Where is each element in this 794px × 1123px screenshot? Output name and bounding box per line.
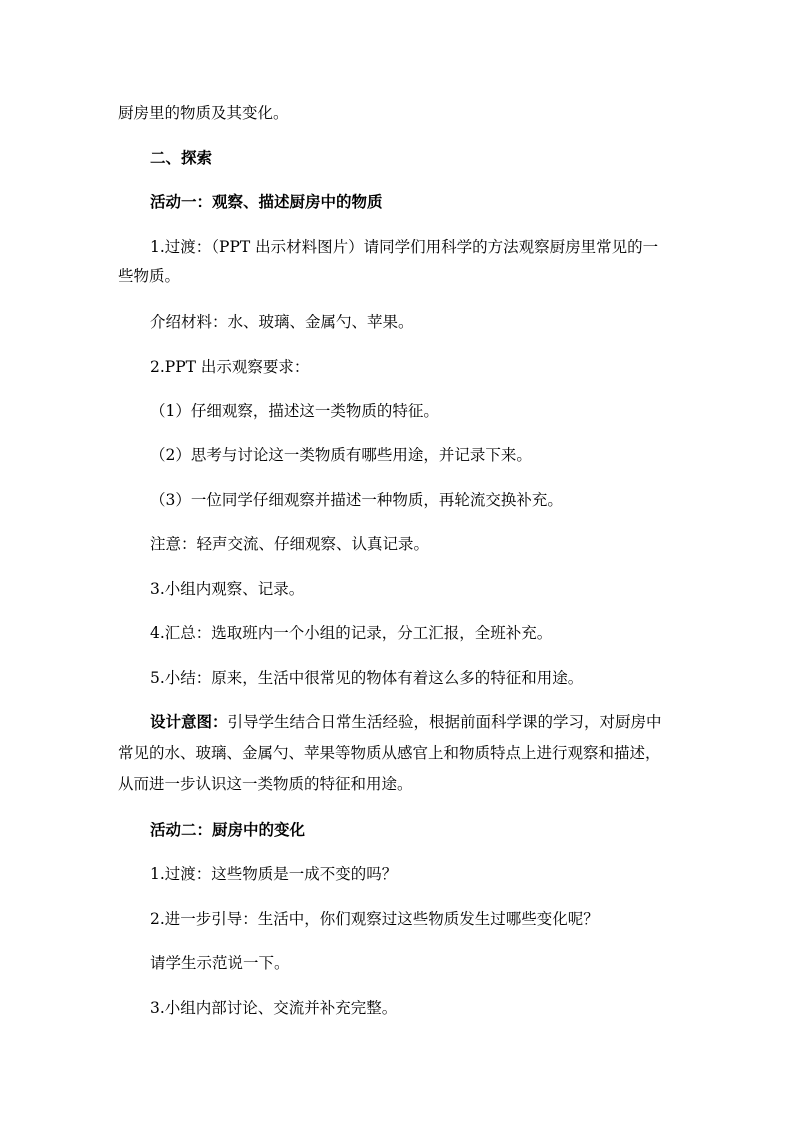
section-heading: 二、探索 bbox=[150, 148, 213, 167]
paragraph-line: 常见的水、玻璃、金属勺、苹果等物质从感官上和物质特点上进行观察和描述， bbox=[118, 744, 661, 762]
paragraph-line: 3.小组内部讨论、交流并补充完整。 bbox=[150, 999, 398, 1017]
paragraph-line: 介绍材料：水、玻璃、金属勺、苹果。 bbox=[150, 313, 414, 331]
paragraph-line: 请学生示范说一下。 bbox=[150, 954, 290, 972]
paragraph-line: 2.PPT 出示观察要求： bbox=[150, 358, 310, 376]
paragraph-line: 1.过渡：（PPT 出示材料图片）请同学们用科学的方法观察厨房里常见的一 bbox=[150, 238, 659, 256]
paragraph-line: 1.过渡：这些物质是一成不变的吗？ bbox=[150, 865, 398, 883]
design-intent-label: 设计意图： bbox=[150, 712, 228, 731]
activity-heading: 活动一：观察、描述厨房中的物质 bbox=[150, 192, 383, 211]
paragraph-line: 从而进一步认识这一类物质的特征和用途。 bbox=[118, 775, 413, 793]
paragraph-line: 些物质。 bbox=[118, 267, 181, 285]
activity-heading: 活动二：厨房中的变化 bbox=[150, 820, 306, 839]
paragraph-line: 3.小组内观察、记录。 bbox=[150, 580, 305, 598]
list-item: （3）一位同学仔细观察并描述一种物质，再轮流交换补充。 bbox=[150, 491, 563, 509]
paragraph-line: 厨房里的物质及其变化。 bbox=[118, 104, 289, 122]
paragraph-line: 2.进一步引导：生活中，你们观察过这些物质发生过哪些变化呢？ bbox=[150, 910, 599, 928]
paragraph-line: 4.汇总：选取班内一个小组的记录，分工汇报，全班补充。 bbox=[150, 624, 553, 642]
paragraph-line: 5.小结：原来，生活中很常见的物体有着这么多的特征和用途。 bbox=[150, 669, 584, 687]
list-item: （1）仔细观察，描述这一类物质的特征。 bbox=[150, 402, 439, 420]
list-item: （2）思考与讨论这一类物质有哪些用途，并记录下来。 bbox=[150, 446, 532, 464]
paragraph-line: 注意：轻声交流、仔细观察、认真记录。 bbox=[150, 535, 430, 553]
design-intent-text: 引导学生结合日常生活经验，根据前面科学课的学习，对厨房中 bbox=[227, 713, 662, 731]
design-intent-line bbox=[150, 711, 662, 733]
